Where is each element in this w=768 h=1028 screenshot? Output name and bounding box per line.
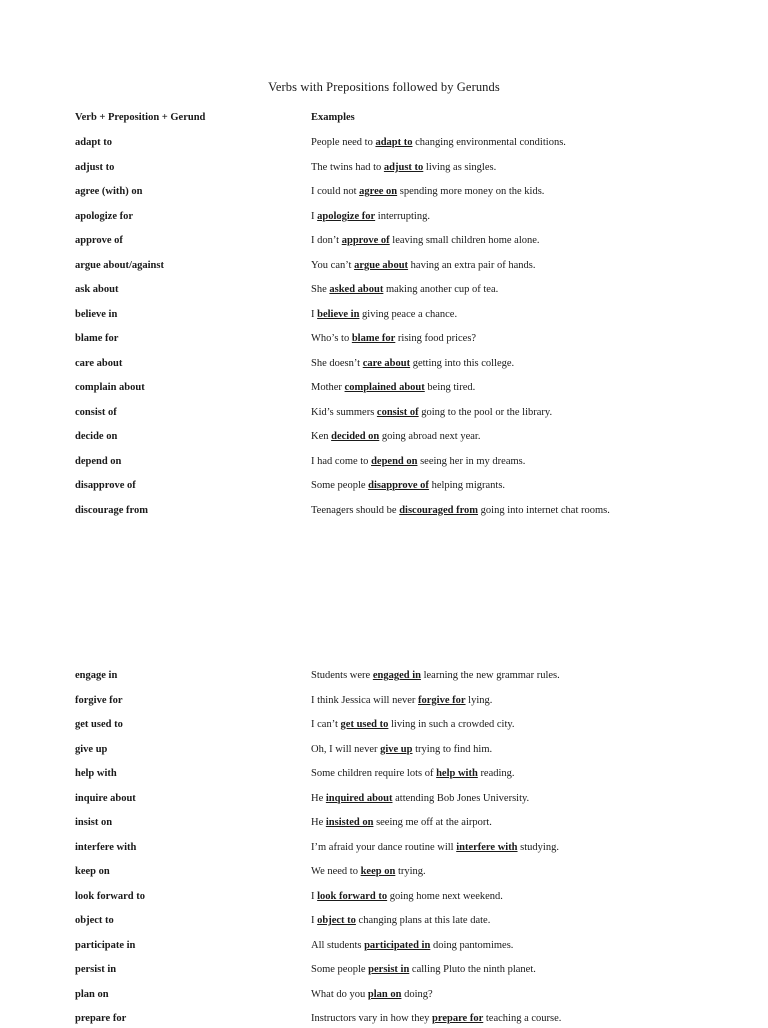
verb-phrase: complain about <box>75 382 145 393</box>
example-text-after: attending Bob Jones University. <box>392 792 530 804</box>
example-sentence <box>311 382 475 393</box>
example-sentence <box>311 866 426 877</box>
verb-phrase: engage in <box>75 670 118 681</box>
table-row <box>0 456 768 471</box>
example-text-before: I <box>311 308 318 320</box>
example-sentence <box>311 309 457 320</box>
verb-phrase: get used to <box>75 719 123 730</box>
example-sentence <box>311 162 496 173</box>
verb-phrase: participate in <box>75 939 136 951</box>
example-text-before: The twins had to <box>311 161 384 173</box>
example-text-before: I had come to <box>311 455 372 467</box>
example-text-after: reading. <box>477 768 515 779</box>
table-row <box>0 1013 768 1028</box>
example-text-before: What do you <box>311 988 368 1000</box>
example-highlight: engaged in <box>372 670 421 681</box>
page-title: Verbs with Prepositions followed by Gerunds <box>268 80 500 94</box>
verb-phrase: prepare for <box>75 1013 127 1024</box>
example-text-before: Students were <box>311 670 373 681</box>
example-text-after: studying. <box>517 841 559 853</box>
example-sentence <box>311 891 503 902</box>
example-text-before: Some people <box>311 964 369 975</box>
example-text-after: changing plans at this late date. <box>355 915 491 926</box>
verb-phrase: keep on <box>75 866 110 877</box>
example-sentence <box>311 137 566 148</box>
example-highlight: believe in <box>317 308 360 320</box>
example-sentence <box>311 1013 561 1024</box>
table-row <box>0 989 768 1004</box>
table-row <box>0 309 768 324</box>
example-text-before: I could not <box>311 186 360 197</box>
example-sentence <box>311 505 610 516</box>
example-sentence <box>311 211 430 222</box>
table-row <box>0 670 768 685</box>
verb-phrase: approve of <box>75 235 123 246</box>
example-text-before: Teenagers should be <box>311 504 400 516</box>
table-row <box>0 505 768 520</box>
verb-phrase: adapt to <box>75 137 113 148</box>
example-text-before: Mother <box>311 382 345 393</box>
example-highlight: help with <box>436 768 478 779</box>
verb-phrase: depend on <box>75 455 122 467</box>
table-row <box>0 358 768 373</box>
table-row <box>0 744 768 759</box>
example-highlight: apologize for <box>317 210 376 222</box>
verb-phrase: insist on <box>75 817 113 828</box>
table-row <box>0 260 768 275</box>
example-text-after: calling Pluto the ninth planet. <box>409 964 536 975</box>
example-text-before: He <box>311 792 326 804</box>
example-text-before: We need to <box>311 866 361 877</box>
verb-phrase: forgive for <box>75 694 123 706</box>
verb-phrase: ask about <box>75 284 119 295</box>
example-sentence <box>311 407 552 418</box>
examples-column-header: Examples <box>311 112 355 123</box>
example-sentence <box>311 964 536 975</box>
table-header <box>0 112 768 126</box>
example-highlight: adapt to <box>375 137 413 148</box>
example-text-after: getting into this college. <box>410 357 515 369</box>
example-text-after: trying to find him. <box>412 743 493 755</box>
table-row <box>0 719 768 734</box>
example-highlight: decided on <box>331 431 380 442</box>
verb-phrase: interfere with <box>75 841 137 853</box>
table-row <box>0 431 768 446</box>
verb-phrase: help with <box>75 768 117 779</box>
table-row <box>0 940 768 955</box>
example-text-after: going into internet chat rooms. <box>478 504 610 516</box>
verb-phrase: persist in <box>75 964 117 975</box>
example-text-after: seeing me off at the airport. <box>373 817 492 828</box>
verb-phrase: consist of <box>75 406 117 418</box>
example-text-before: I’m afraid your dance routine will <box>311 841 457 853</box>
table-row <box>0 480 768 495</box>
example-sentence <box>311 940 513 951</box>
verb-phrase: disapprove of <box>75 480 136 491</box>
example-sentence <box>311 186 544 197</box>
example-highlight: agree on <box>359 186 398 197</box>
example-highlight: asked about <box>329 284 384 295</box>
example-text-after: giving peace a chance. <box>359 308 458 320</box>
example-highlight: give up <box>380 743 413 755</box>
example-text-before: Who’s to <box>311 333 352 344</box>
example-text-after: learning the new grammar rules. <box>420 670 560 681</box>
example-sentence <box>311 333 476 344</box>
table-row <box>0 695 768 710</box>
example-text-after: changing environmental conditions. <box>412 137 566 148</box>
table-row <box>0 186 768 201</box>
example-sentence <box>311 744 492 755</box>
example-text-before: I think Jessica will never <box>311 694 419 706</box>
example-text-before: People need to <box>311 137 376 148</box>
example-text-after: teaching a course. <box>483 1013 562 1024</box>
verb-column-header: Verb + Preposition + Gerund <box>75 112 206 123</box>
example-sentence <box>311 358 514 369</box>
table-row <box>0 382 768 397</box>
example-highlight: inquired about <box>325 792 393 804</box>
example-text-after: doing? <box>401 988 433 1000</box>
verb-phrase: care about <box>75 357 123 369</box>
table-row <box>0 793 768 808</box>
example-text-after: doing pantomimes. <box>430 939 514 951</box>
example-text-after: being tired. <box>424 382 476 393</box>
table-row <box>0 162 768 177</box>
verb-phrase: plan on <box>75 988 109 1000</box>
example-highlight: persist in <box>368 964 410 975</box>
example-highlight: adjust to <box>383 161 424 173</box>
example-text-before: I <box>311 210 318 222</box>
example-sentence <box>311 915 490 926</box>
example-highlight: participated in <box>364 939 431 951</box>
example-text-after: having an extra pair of hands. <box>408 259 536 271</box>
example-sentence <box>311 695 492 706</box>
verb-phrase: look forward to <box>75 890 145 902</box>
table-row <box>0 407 768 422</box>
verb-phrase: apologize for <box>75 210 134 222</box>
example-text-before: Oh, I will never <box>311 743 381 755</box>
example-sentence <box>311 768 515 779</box>
example-text-after: helping migrants. <box>428 480 506 491</box>
example-text-before: Ken <box>311 431 332 442</box>
example-text-after: trying. <box>395 866 426 877</box>
table-row <box>0 964 768 979</box>
verb-phrase: give up <box>75 743 108 755</box>
example-text-before: Instructors vary in how they <box>311 1013 433 1024</box>
example-highlight: interfere with <box>456 841 518 853</box>
example-sentence <box>311 480 505 491</box>
table-row <box>0 866 768 881</box>
table-row <box>0 137 768 152</box>
example-highlight: approve of <box>341 235 390 246</box>
example-text-before: I can’t <box>311 719 341 730</box>
example-text-after: making another cup of tea. <box>383 284 499 295</box>
example-text-before: I <box>311 890 318 902</box>
example-text-after: going to the pool or the library. <box>418 406 553 418</box>
example-text-after: seeing her in my dreams. <box>417 455 526 467</box>
example-sentence <box>311 431 480 442</box>
example-text-before: I don’t <box>311 235 342 246</box>
table-row <box>0 891 768 906</box>
example-highlight: blame for <box>351 333 396 344</box>
example-sentence <box>311 719 515 730</box>
verb-phrase: decide on <box>75 431 118 442</box>
example-text-after: spending more money on the kids. <box>397 186 545 197</box>
verb-phrase: argue about/against <box>75 259 164 271</box>
table-row <box>0 817 768 832</box>
verb-phrase: object to <box>75 915 114 926</box>
example-text-after: interrupting. <box>375 210 430 222</box>
example-highlight: plan on <box>367 988 402 1000</box>
example-text-after: living in such a crowded city. <box>388 719 515 730</box>
example-sentence <box>311 284 498 295</box>
table-row <box>0 211 768 226</box>
example-highlight: forgive for <box>418 694 466 706</box>
example-text-before: He <box>311 817 326 828</box>
table-row <box>0 284 768 299</box>
table-row <box>0 842 768 857</box>
example-text-before: She <box>311 284 330 295</box>
verb-phrase: agree (with) on <box>75 186 143 197</box>
example-highlight: keep on <box>360 866 396 877</box>
table-row <box>0 235 768 250</box>
example-text-before: All students <box>311 939 365 951</box>
example-text-before: Kid’s summers <box>311 406 377 418</box>
table-row <box>0 915 768 930</box>
example-sentence <box>311 989 433 1000</box>
example-highlight: consist of <box>376 406 419 418</box>
example-text-after: going home next weekend. <box>387 890 503 902</box>
example-sentence <box>311 235 540 246</box>
example-highlight: depend on <box>371 455 418 467</box>
example-text-before: You can’t <box>311 259 355 271</box>
example-text-after: living as singles. <box>423 161 497 173</box>
example-text-before: She doesn’t <box>311 357 363 369</box>
example-highlight: discouraged from <box>399 504 479 516</box>
example-highlight: argue about <box>354 259 409 271</box>
example-text-before: I <box>311 915 318 926</box>
example-text-after: rising food prices? <box>395 333 477 344</box>
example-sentence <box>311 842 559 853</box>
example-highlight: prepare for <box>432 1013 484 1024</box>
example-text-after: going abroad next year. <box>379 431 481 442</box>
example-highlight: object to <box>317 915 356 926</box>
verb-phrase: adjust to <box>75 161 115 173</box>
example-sentence <box>311 817 492 828</box>
example-highlight: insisted on <box>325 817 374 828</box>
example-sentence <box>311 670 560 681</box>
table-row <box>0 768 768 783</box>
example-sentence <box>311 456 525 467</box>
table-row <box>0 333 768 348</box>
verb-phrase: discourage from <box>75 504 149 516</box>
example-text-before: Some people <box>311 480 369 491</box>
example-text-after: leaving small children home alone. <box>389 235 540 246</box>
example-sentence <box>311 260 535 271</box>
example-highlight: get used to <box>340 719 389 730</box>
verb-phrase: blame for <box>75 333 119 344</box>
verb-phrase: believe in <box>75 308 118 320</box>
verb-phrase: inquire about <box>75 792 136 804</box>
example-highlight: care about <box>362 357 411 369</box>
example-text-after: lying. <box>465 694 493 706</box>
example-highlight: look forward to <box>317 890 388 902</box>
example-text-before: Some children require lots of <box>311 768 437 779</box>
example-sentence <box>311 793 529 804</box>
example-highlight: complained about <box>344 382 425 393</box>
example-highlight: disapprove of <box>368 480 429 491</box>
